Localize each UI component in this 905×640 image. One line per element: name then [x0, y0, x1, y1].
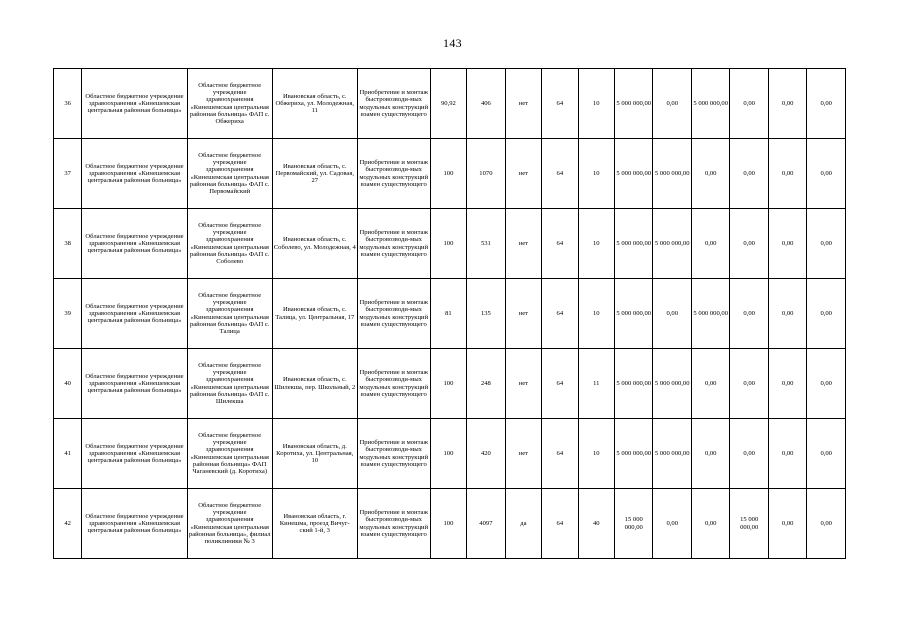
capacity-cell: 10 — [578, 139, 614, 209]
object-cell: Областное бюджетное учреждение здравоохранения «Кинешемская центральная районная больница» ФАП с. Шилекша — [187, 349, 272, 419]
flag-cell: нет — [505, 279, 541, 349]
object-cell: Областное бюджетное учреждение здравоохранения «Кинешемская центральная районная больница» ФАП с. Соболево — [187, 209, 272, 279]
total-amount-cell: 15 000 000,00 — [615, 489, 653, 559]
page-number: 143 — [443, 36, 462, 50]
address-cell: Ивановская область, г. Кинешма, проезд Вичуг-ский 1-й, 3 — [272, 489, 357, 559]
capacity-cell: 10 — [578, 419, 614, 489]
amount-year-3-cell: 0,00 — [730, 139, 768, 209]
purpose-cell: Приобретение и монтаж быстровозводи-мых модульных конструкций взамен существующего — [357, 349, 430, 419]
row-number-cell: 40 — [54, 349, 82, 419]
amount-year-1-cell: 0,00 — [653, 489, 691, 559]
amount-year-2-cell: 5 000 000,00 — [691, 279, 729, 349]
amount-year-1-cell: 5 000 000,00 — [653, 419, 691, 489]
amount-year-2-cell: 0,00 — [691, 489, 729, 559]
purpose-cell: Приобретение и монтаж быстровозводи-мых модульных конструкций взамен существующего — [357, 69, 430, 139]
row-number-cell: 38 — [54, 209, 82, 279]
amount-year-1-cell: 5 000 000,00 — [653, 209, 691, 279]
amount-year-4-cell: 0,00 — [768, 279, 806, 349]
table-row — [54, 279, 846, 349]
flag-cell: нет — [505, 69, 541, 139]
amount-year-2-cell: 0,00 — [691, 139, 729, 209]
address-cell: Ивановская область, с. Шилекша, пер. Школьный, 2 — [272, 349, 357, 419]
holder-cell: Областное бюджетное учреждение здравоохранения «Кинешемская центральная районная больница» — [82, 349, 187, 419]
facilities-table — [53, 68, 846, 559]
purpose-cell: Приобретение и монтаж быстровозводи-мых модульных конструкций взамен существующего — [357, 139, 430, 209]
total-amount-cell: 5 000 000,00 — [615, 349, 653, 419]
area-cell: 531 — [467, 209, 505, 279]
object-cell: Областное бюджетное учреждение здравоохранения «Кинешемская центральная районная больница» ФАП с. Талица — [187, 279, 272, 349]
readiness-cell: 100 — [430, 489, 466, 559]
amount-year-1-cell: 5 000 000,00 — [653, 349, 691, 419]
amount-year-4-cell: 0,00 — [768, 209, 806, 279]
amount-year-5-cell: 0,00 — [807, 209, 846, 279]
holder-cell: Областное бюджетное учреждение здравоохранения «Кинешемская центральная районная больница» — [82, 139, 187, 209]
purpose-cell: Приобретение и монтаж быстровозводи-мых модульных конструкций взамен существующего — [357, 279, 430, 349]
code-cell: 64 — [542, 209, 578, 279]
amount-year-3-cell: 15 000 000,00 — [730, 489, 768, 559]
address-cell: Ивановская область, с. Обжериха, ул. Молодежная, 11 — [272, 69, 357, 139]
amount-year-5-cell: 0,00 — [807, 139, 846, 209]
code-cell: 64 — [542, 139, 578, 209]
readiness-cell: 100 — [430, 419, 466, 489]
total-amount-cell: 5 000 000,00 — [615, 279, 653, 349]
holder-cell: Областное бюджетное учреждение здравоохранения «Кинешемская центральная районная больница» — [82, 69, 187, 139]
flag-cell: нет — [505, 419, 541, 489]
capacity-cell: 40 — [578, 489, 614, 559]
code-cell: 64 — [542, 349, 578, 419]
row-number-cell: 41 — [54, 419, 82, 489]
amount-year-5-cell: 0,00 — [807, 69, 846, 139]
flag-cell: нет — [505, 349, 541, 419]
code-cell: 64 — [542, 279, 578, 349]
object-cell: Областное бюджетное учреждение здравоохранения «Кинешемская центральная районная больница», филиал поликлиники № 3 — [187, 489, 272, 559]
flag-cell: нет — [505, 139, 541, 209]
total-amount-cell: 5 000 000,00 — [615, 209, 653, 279]
table-row — [54, 69, 846, 139]
table-row — [54, 419, 846, 489]
holder-cell: Областное бюджетное учреждение здравоохранения «Кинешемская центральная районная больница» — [82, 279, 187, 349]
amount-year-3-cell: 0,00 — [730, 279, 768, 349]
flag-cell: да — [505, 489, 541, 559]
readiness-cell: 100 — [430, 139, 466, 209]
purpose-cell: Приобретение и монтаж быстровозводи-мых модульных конструкций взамен существующего — [357, 209, 430, 279]
total-amount-cell: 5 000 000,00 — [615, 139, 653, 209]
readiness-cell: 81 — [430, 279, 466, 349]
purpose-cell: Приобретение и монтаж быстровозводи-мых модульных конструкций взамен существующего — [357, 489, 430, 559]
capacity-cell: 10 — [578, 209, 614, 279]
readiness-cell: 100 — [430, 349, 466, 419]
row-number-cell: 42 — [54, 489, 82, 559]
amount-year-5-cell: 0,00 — [807, 349, 846, 419]
total-amount-cell: 5 000 000,00 — [615, 419, 653, 489]
amount-year-4-cell: 0,00 — [768, 489, 806, 559]
purpose-cell: Приобретение и монтаж быстровозводи-мых модульных конструкций взамен существующего — [357, 419, 430, 489]
capacity-cell: 11 — [578, 349, 614, 419]
area-cell: 135 — [467, 279, 505, 349]
object-cell: Областное бюджетное учреждение здравоохранения «Кинешемская центральная районная больница» ФАП с. Первомайский — [187, 139, 272, 209]
amount-year-3-cell: 0,00 — [730, 419, 768, 489]
address-cell: Ивановская область, с. Талица, ул. Центральная, 17 — [272, 279, 357, 349]
amount-year-5-cell: 0,00 — [807, 419, 846, 489]
area-cell: 248 — [467, 349, 505, 419]
readiness-cell: 100 — [430, 209, 466, 279]
holder-cell: Областное бюджетное учреждение здравоохранения «Кинешемская центральная районная больница» — [82, 489, 187, 559]
amount-year-3-cell: 0,00 — [730, 209, 768, 279]
amount-year-4-cell: 0,00 — [768, 69, 806, 139]
table-row — [54, 209, 846, 279]
amount-year-2-cell: 0,00 — [691, 349, 729, 419]
area-cell: 406 — [467, 69, 505, 139]
amount-year-4-cell: 0,00 — [768, 419, 806, 489]
amount-year-5-cell: 0,00 — [807, 279, 846, 349]
holder-cell: Областное бюджетное учреждение здравоохранения «Кинешемская центральная районная больница» — [82, 209, 187, 279]
flag-cell: нет — [505, 209, 541, 279]
amount-year-2-cell: 0,00 — [691, 209, 729, 279]
table-row — [54, 139, 846, 209]
address-cell: Ивановская область, с. Соболево, ул. Молодежная, 4 — [272, 209, 357, 279]
row-number-cell: 39 — [54, 279, 82, 349]
amount-year-4-cell: 0,00 — [768, 349, 806, 419]
table-body — [54, 69, 846, 559]
capacity-cell: 10 — [578, 279, 614, 349]
amount-year-5-cell: 0,00 — [807, 489, 846, 559]
row-number-cell: 37 — [54, 139, 82, 209]
area-cell: 1070 — [467, 139, 505, 209]
table-row — [54, 489, 846, 559]
code-cell: 64 — [542, 489, 578, 559]
row-number-cell: 36 — [54, 69, 82, 139]
capacity-cell: 10 — [578, 69, 614, 139]
address-cell: Ивановская область, с. Первомайский, ул. Садовая, 27 — [272, 139, 357, 209]
address-cell: Ивановская область, д. Коротиха, ул. Центральная, 10 — [272, 419, 357, 489]
table-row — [54, 349, 846, 419]
holder-cell: Областное бюджетное учреждение здравоохранения «Кинешемская центральная районная больница» — [82, 419, 187, 489]
object-cell: Областное бюджетное учреждение здравоохранения «Кинешемская центральная районная больница» ФАП Чаганевский (д. Коротиха) — [187, 419, 272, 489]
readiness-cell: 90,92 — [430, 69, 466, 139]
area-cell: 4097 — [467, 489, 505, 559]
object-cell: Областное бюджетное учреждение здравоохранения «Кинешемская центральная районная больница» ФАП с. Обжериха — [187, 69, 272, 139]
amount-year-4-cell: 0,00 — [768, 139, 806, 209]
amount-year-2-cell: 5 000 000,00 — [691, 69, 729, 139]
amount-year-2-cell: 0,00 — [691, 419, 729, 489]
amount-year-3-cell: 0,00 — [730, 349, 768, 419]
code-cell: 64 — [542, 69, 578, 139]
code-cell: 64 — [542, 419, 578, 489]
total-amount-cell: 5 000 000,00 — [615, 69, 653, 139]
amount-year-1-cell: 0,00 — [653, 279, 691, 349]
amount-year-3-cell: 0,00 — [730, 69, 768, 139]
area-cell: 420 — [467, 419, 505, 489]
amount-year-1-cell: 5 000 000,00 — [653, 139, 691, 209]
amount-year-1-cell: 0,00 — [653, 69, 691, 139]
